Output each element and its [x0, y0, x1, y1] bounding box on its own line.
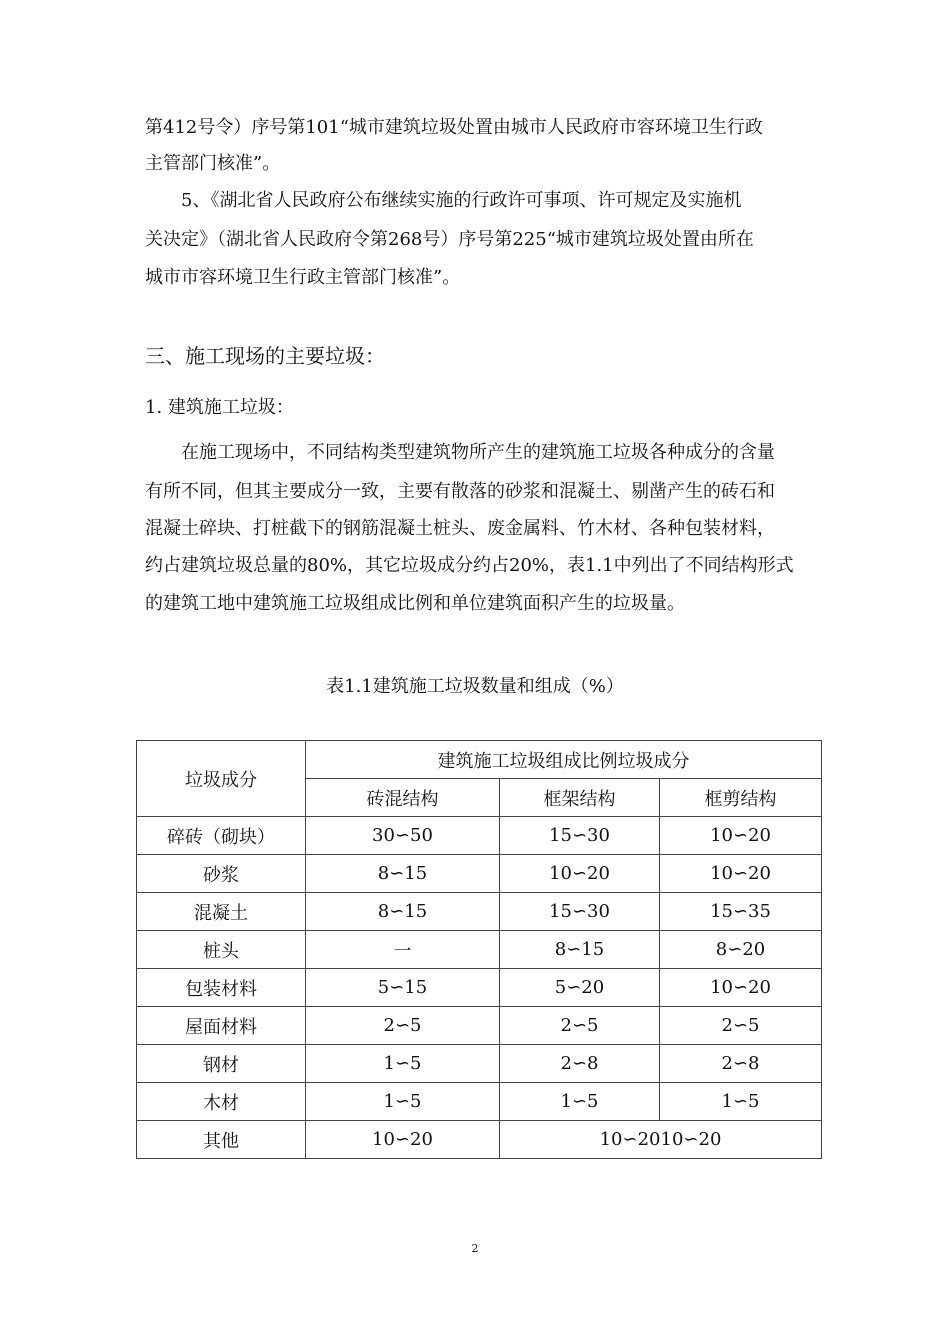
body-line: 的建筑工地中建筑施工垃圾组成比例和单位建筑面积产生的垃圾量。: [145, 593, 685, 614]
value-cell: 10∽20: [660, 855, 822, 893]
merged-value-cell: 10∽2010∽20: [500, 1121, 822, 1159]
value-cell: 5∽15: [306, 969, 500, 1007]
value-cell: 10∽20: [660, 817, 822, 855]
table-row: [137, 1007, 822, 1045]
body-line: 约占建筑垃圾总量的80%，其它垃圾成分约占20%，表1.1中列出了不同结构形式: [145, 555, 794, 576]
value-cell: 15∽30: [500, 893, 660, 931]
row-name-cell: 钢材: [137, 1045, 306, 1083]
value-cell: 2∽8: [660, 1045, 822, 1083]
value-cell: 一: [306, 931, 500, 969]
table-row: [137, 817, 822, 855]
row-name-cell: 其他: [137, 1121, 306, 1159]
body-line: 有所不同，但其主要成分一致，主要有散落的砂浆和混凝土、剔凿产生的砖石和: [145, 481, 775, 502]
paragraph-line: 关决定》（湖北省人民政府令第268号）序号第225“城市建筑垃圾处置由所在: [145, 229, 754, 250]
value-cell: 15∽35: [660, 893, 822, 931]
paragraph-line: 第412号令）序号第101“城市建筑垃圾处置由城市人民政府市容环境卫生行政: [145, 117, 763, 138]
section-heading: 三、施工现场的主要垃圾：: [145, 344, 385, 368]
table-caption: 表1.1建筑施工垃圾数量和组成（%）: [326, 676, 624, 697]
body-line: 混凝土碎块、打桩截下的钢筋混凝土桩头、废金属料、竹木材、各种包装材料，: [145, 518, 775, 539]
subheading: 1. 建筑施工垃圾：: [145, 397, 294, 418]
table-header-row: [137, 741, 822, 779]
row-name-cell: 混凝土: [137, 893, 306, 931]
column-header-cell: 框剪结构: [660, 779, 822, 817]
table-row: [137, 1121, 822, 1159]
value-cell: 1∽5: [660, 1083, 822, 1121]
paragraph-line: 城市市容环境卫生行政主管部门核准”。: [145, 267, 461, 288]
column-header-cell: 砖混结构: [306, 779, 500, 817]
value-cell: 8∽15: [500, 931, 660, 969]
row-name-cell: 桩头: [137, 931, 306, 969]
value-cell: 8∽15: [306, 893, 500, 931]
value-cell: 2∽5: [660, 1007, 822, 1045]
table-row: [137, 1083, 822, 1121]
table-row: [137, 893, 822, 931]
paragraph-line: 5、《湖北省人民政府公布继续实施的行政许可事项、许可规定及实施机: [145, 190, 742, 211]
value-cell: 30∽50: [306, 817, 500, 855]
paragraph-line: 主管部门核准”。: [145, 153, 281, 174]
value-cell: 15∽30: [500, 817, 660, 855]
value-cell: 1∽5: [500, 1083, 660, 1121]
row-name-cell: 碎砖（砌块）: [137, 817, 306, 855]
waste-composition-table: [136, 740, 822, 1159]
value-cell: 2∽5: [306, 1007, 500, 1045]
value-cell: 8∽20: [660, 931, 822, 969]
table-row: [137, 969, 822, 1007]
table-row: [137, 855, 822, 893]
table-row: [137, 1045, 822, 1083]
value-cell: 10∽20: [500, 855, 660, 893]
value-cell: 2∽8: [500, 1045, 660, 1083]
page-number: 2: [471, 1242, 479, 1255]
value-cell: 10∽20: [306, 1121, 500, 1159]
row-name-cell: 包装材料: [137, 969, 306, 1007]
value-cell: 1∽5: [306, 1045, 500, 1083]
body-line: 在施工现场中，不同结构类型建筑物所产生的建筑施工垃圾各种成分的含量: [145, 442, 775, 463]
value-cell: 2∽5: [500, 1007, 660, 1045]
row-name-cell: 砂浆: [137, 855, 306, 893]
row-header-cell: 垃圾成分: [137, 741, 306, 817]
row-name-cell: 屋面材料: [137, 1007, 306, 1045]
value-cell: 8∽15: [306, 855, 500, 893]
value-cell: 10∽20: [660, 969, 822, 1007]
value-cell: 5∽20: [500, 969, 660, 1007]
column-header-cell: 框架结构: [500, 779, 660, 817]
row-name-cell: 木材: [137, 1083, 306, 1121]
table-row: [137, 931, 822, 969]
group-header-cell: 建筑施工垃圾组成比例垃圾成分: [306, 741, 822, 779]
value-cell: 1∽5: [306, 1083, 500, 1121]
